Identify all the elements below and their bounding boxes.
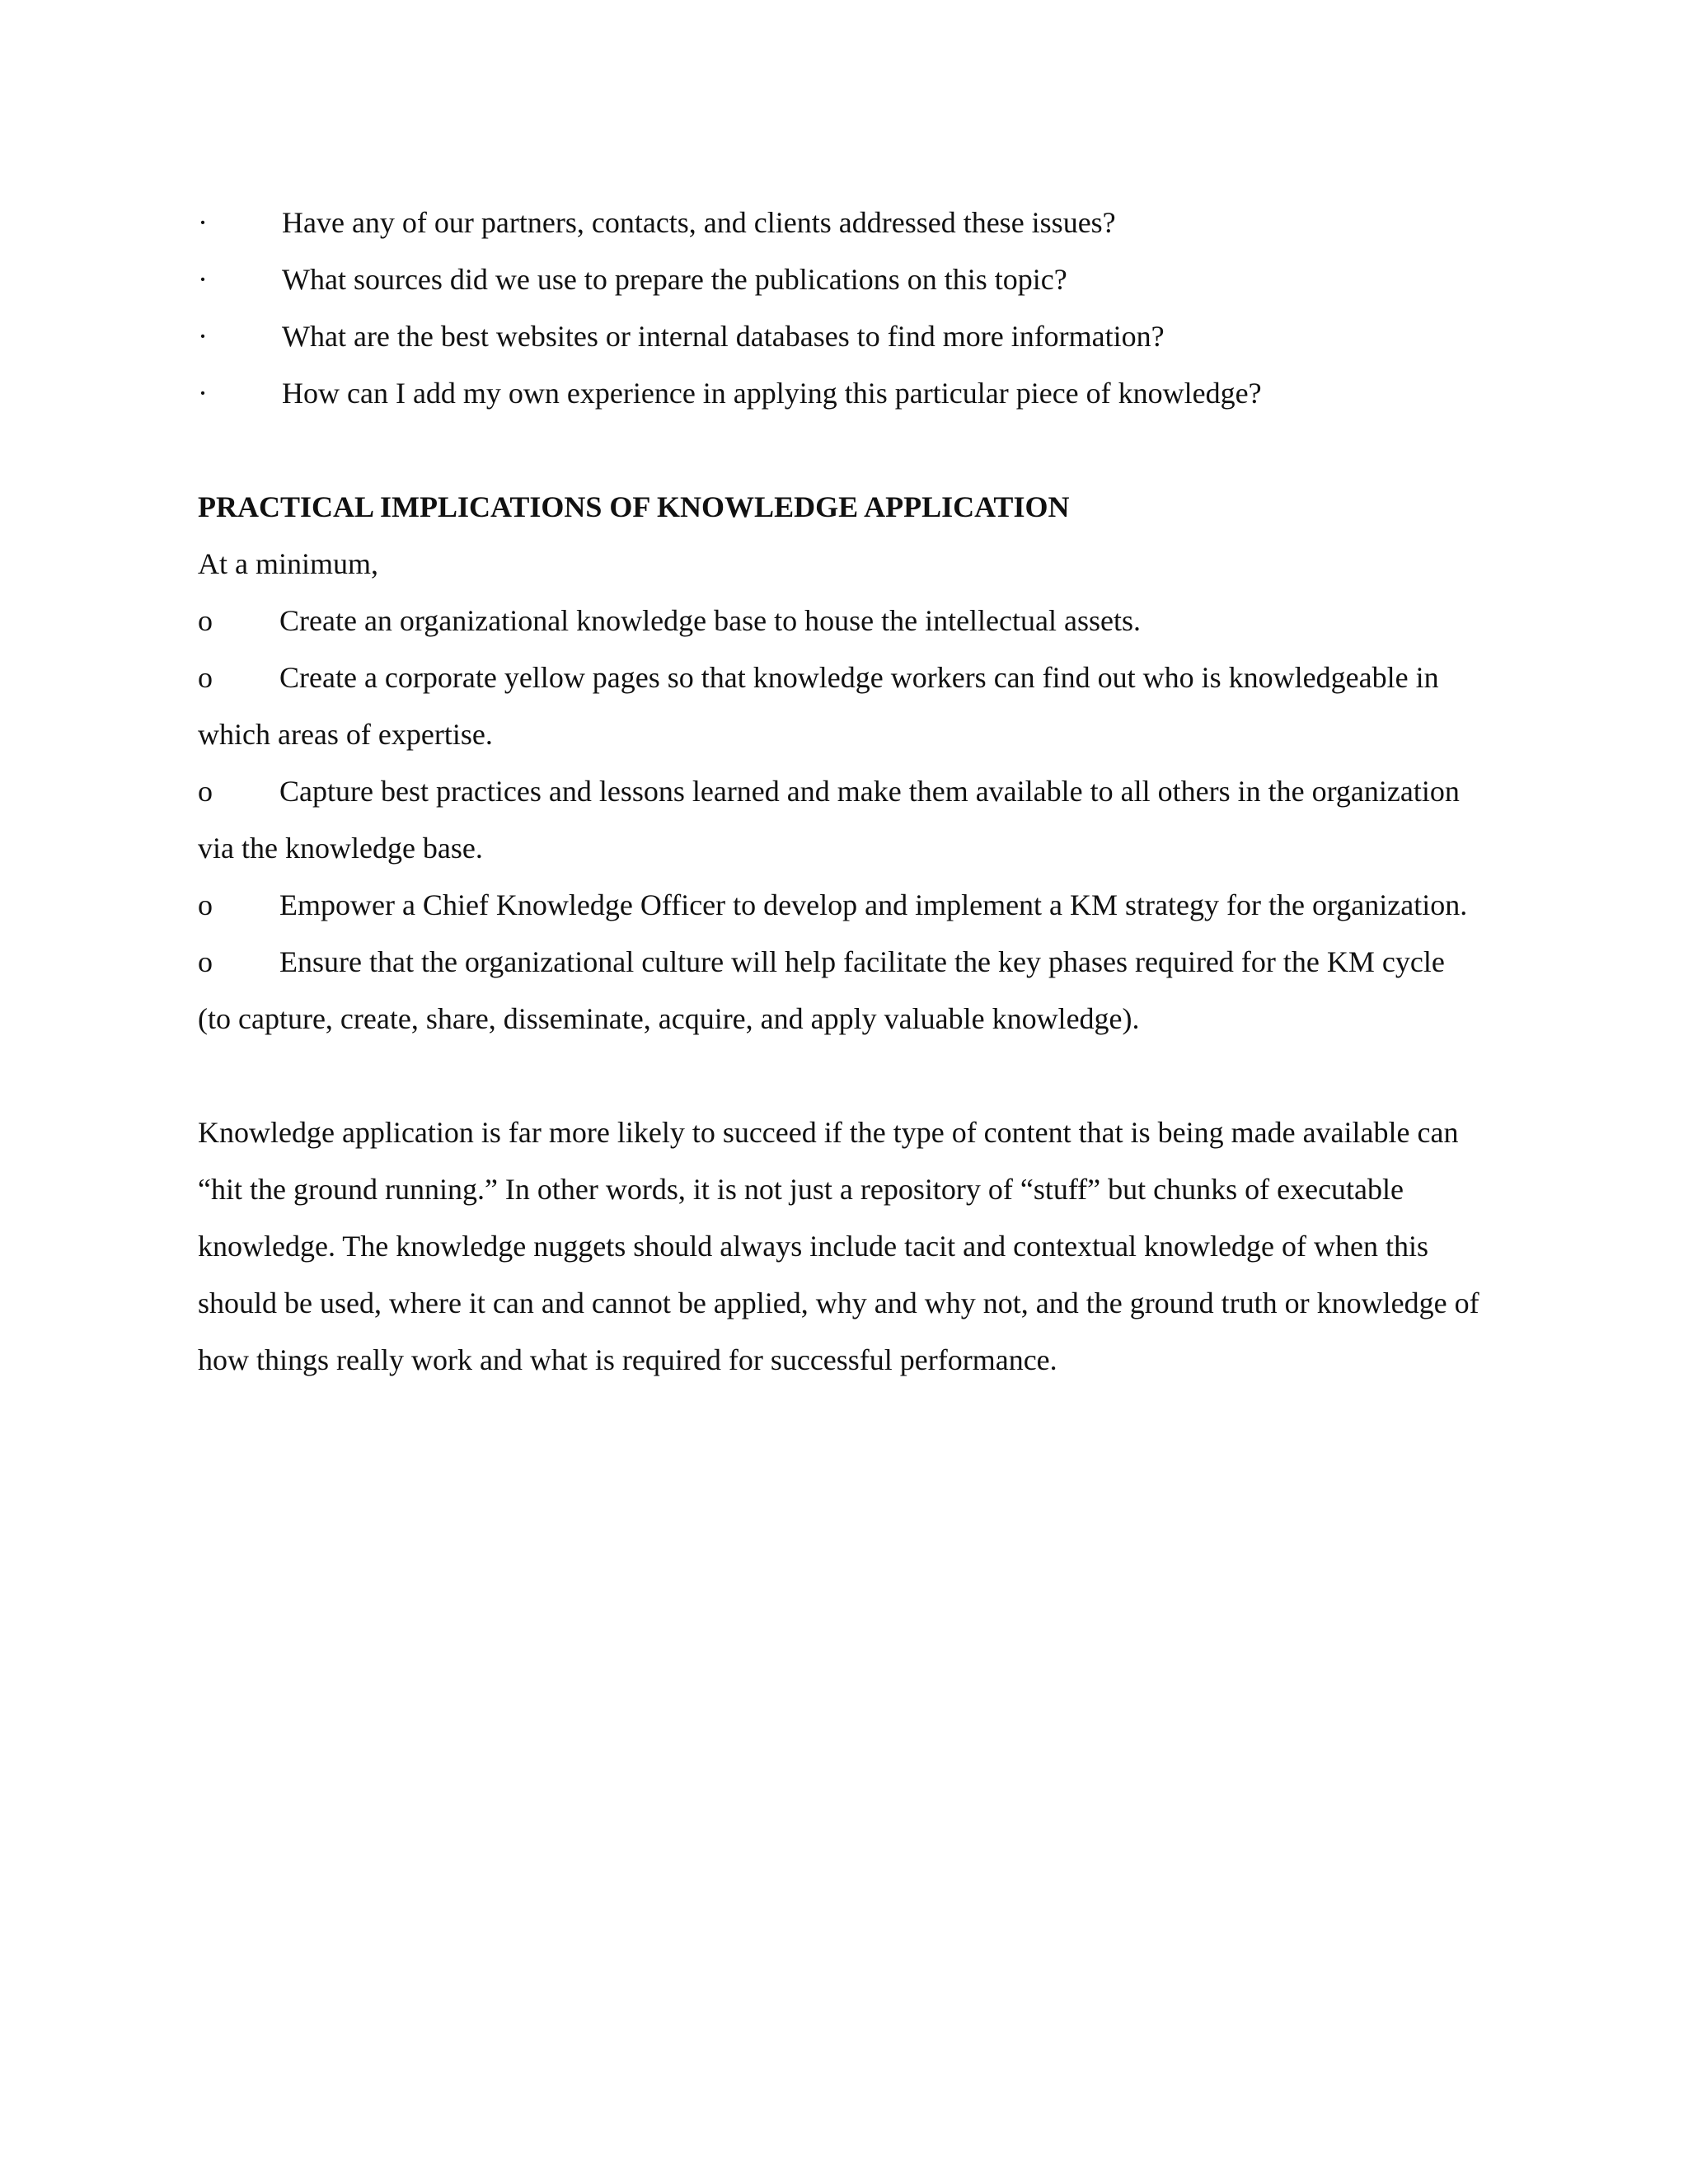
bullet-marker: · — [198, 377, 208, 410]
item-marker: o — [198, 945, 213, 978]
section-heading: PRACTICAL IMPLICATIONS OF KNOWLEDGE APPLICATION — [198, 490, 1070, 523]
item-marker: o — [198, 775, 213, 808]
implication-item — [198, 649, 1484, 763]
bullet-marker: · — [198, 206, 208, 239]
item-marker: o — [198, 604, 213, 637]
implication-list — [198, 593, 1484, 1047]
section-intro: At a minimum, — [198, 547, 378, 580]
question-bullet-list — [198, 194, 1484, 422]
bullet-text: What are the best websites or internal databases to find more information? — [282, 320, 1165, 353]
bullet-marker: · — [198, 263, 208, 296]
item-text: Create a corporate yellow pages so that knowledge workers can find out who is knowledgeable in which areas of expertise. — [198, 661, 1439, 751]
item-text: Ensure that the organizational culture will help facilitate the key phases required for the KM cycle (to capture, create, share, disseminate, acquire, and apply valuable knowledge). — [198, 945, 1445, 1035]
item-text: Empower a Chief Knowledge Officer to develop and implement a KM strategy for the organization. — [279, 888, 1468, 921]
bullet-text: How can I add my own experience in applying this particular piece of knowledge? — [282, 377, 1262, 410]
spacer — [198, 422, 1484, 479]
item-marker: o — [198, 888, 213, 921]
implication-item — [198, 593, 1484, 649]
spacer — [198, 1047, 1484, 1104]
item-text: Capture best practices and lessons learned and make them available to all others in the organization via the knowledge base. — [198, 775, 1460, 865]
bullet-item — [198, 365, 1484, 422]
bullet-text: What sources did we use to prepare the publications on this topic? — [282, 263, 1067, 296]
bullet-marker: · — [198, 320, 208, 353]
bullet-item — [198, 251, 1484, 308]
bullet-item — [198, 308, 1484, 365]
bullet-item — [198, 194, 1484, 251]
bullet-text: Have any of our partners, contacts, and clients addressed these issues? — [282, 206, 1116, 239]
implication-item — [198, 763, 1484, 877]
body-paragraph: Knowledge application is far more likely to succeed if the type of content that is being made available can “hit the ground running.” In other words, it is not just a repository of “stuff” but chunks of executable knowledge. The knowledge nuggets should always include tacit and contextual knowledge of when this should be used, where it can and cannot be applied, why and why not, and the ground truth or knowledge of how things really work and what is required for successful performance. — [198, 1116, 1479, 1376]
document-page — [198, 194, 1484, 1389]
item-text: Create an organizational knowledge base to house the intellectual assets. — [279, 604, 1141, 637]
implication-item — [198, 877, 1484, 934]
item-marker: o — [198, 661, 213, 694]
implication-item — [198, 934, 1484, 1047]
